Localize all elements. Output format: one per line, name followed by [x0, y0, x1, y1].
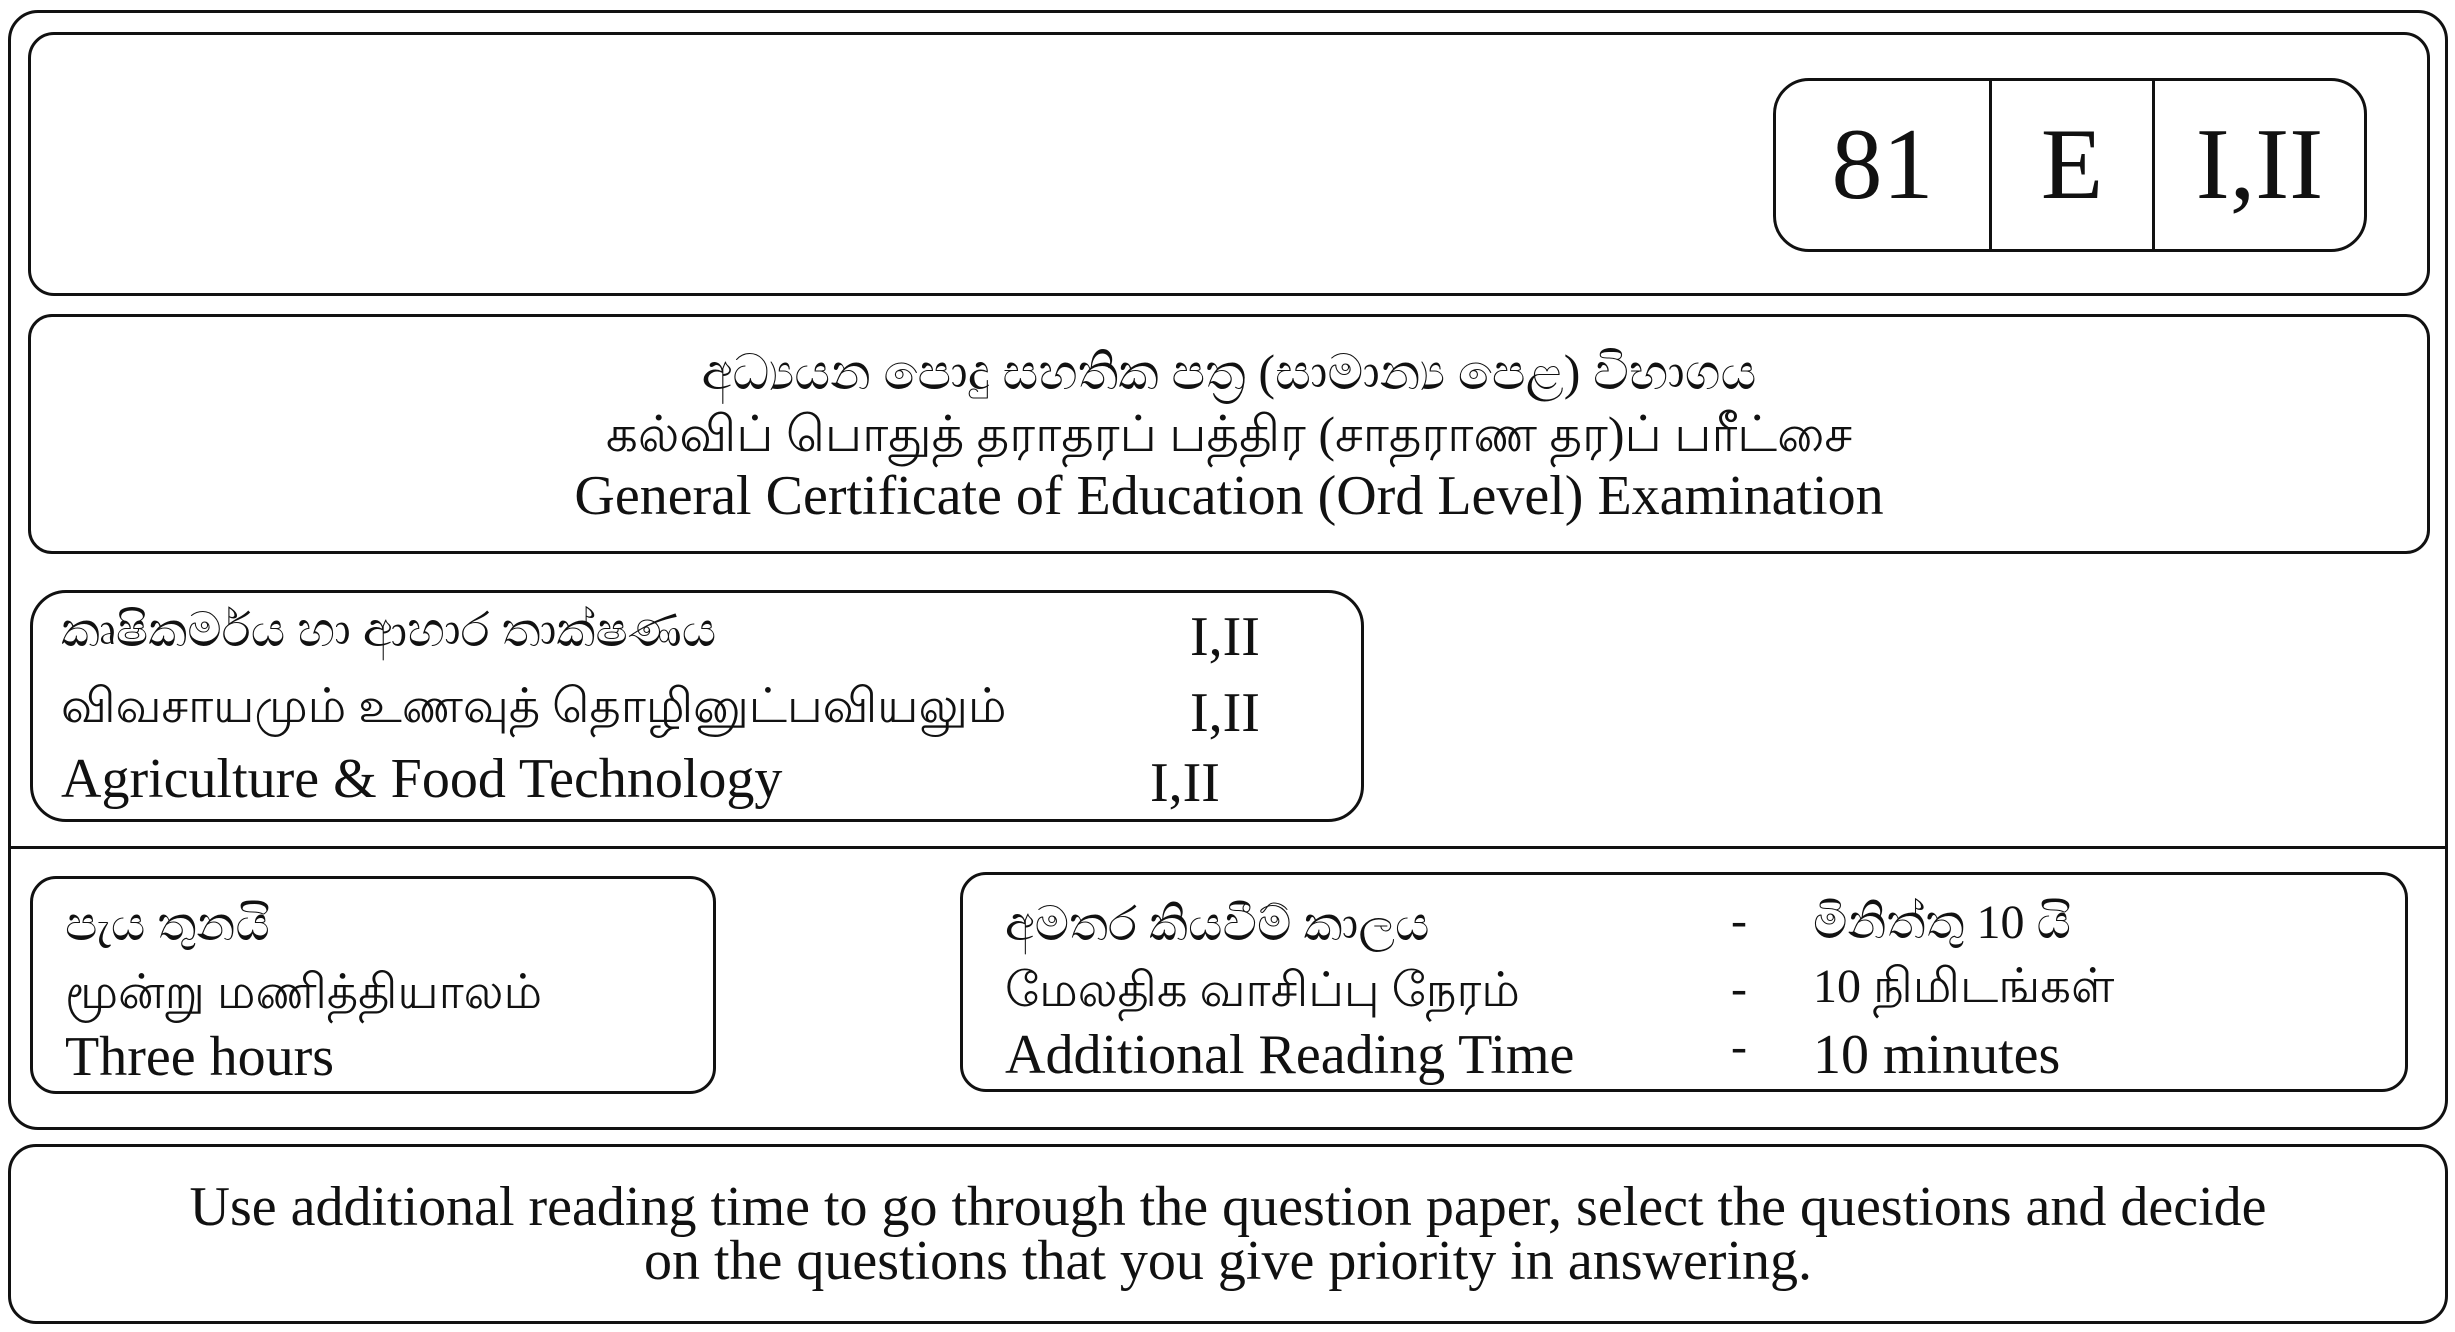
- duration-english: Three hours: [65, 1026, 335, 1088]
- duration-box: [30, 876, 716, 1094]
- reading-separator-2: -: [1731, 962, 1747, 1015]
- paper-medium: E: [1992, 81, 2155, 249]
- subject-sinhala-papers: I,II: [1190, 606, 1260, 668]
- reading-value-english: 10 minutes: [1813, 1024, 2061, 1086]
- reading-value-sinhala: මිනිත්තු 10 යි: [1813, 896, 2071, 949]
- instruction-line-1: Use additional reading time to go through the question paper, select the questions and decide: [189, 1176, 2267, 1238]
- exam-title-box: [28, 314, 2430, 554]
- reading-value-tamil: 10 நிமிடங்கள்: [1813, 960, 2115, 1013]
- subject-sinhala: කෘෂිකර්මය හා ආහාර තාක්ෂණය: [61, 604, 717, 657]
- subject-box: [30, 590, 1364, 822]
- paper-code-box: [1773, 78, 2367, 252]
- exam-title-sinhala: අධ්‍යයන පොදු සහතික පත්‍ර (සාමාන්‍ය පෙළ) විභාගය: [701, 344, 1757, 400]
- paper-parts: I,II: [2195, 108, 2324, 221]
- paper-number: 81: [1776, 81, 1992, 249]
- subject-tamil: விவசாயமும் உணவுத் தொழினுட்பவியலும்: [61, 680, 1007, 733]
- reading-label-sinhala: අමතර කියවීම් කාලය: [1005, 898, 1430, 951]
- reading-time-box: [960, 872, 2408, 1092]
- exam-title-english: General Certificate of Education (Ord Level) Examination: [574, 465, 1884, 527]
- duration-tamil: மூன்று மணித்தியாலம்: [65, 966, 543, 1019]
- instruction-line-2: on the questions that you give priority in answering.: [643, 1230, 1813, 1292]
- reading-label-tamil: மேலதிக வாசிப்பு நேரம்: [1005, 964, 1520, 1017]
- section-divider: [8, 846, 2448, 849]
- reading-separator-3: -: [1731, 1020, 1747, 1073]
- subject-english: Agriculture & Food Technology: [61, 748, 783, 810]
- exam-title-tamil: கல்விப் பொதுத் தராதரப் பத்திர (சாதராண தர)ப் பரீட்சை: [605, 406, 1853, 462]
- subject-english-papers: I,II: [1150, 752, 1220, 814]
- reading-label-english: Additional Reading Time: [1005, 1024, 1575, 1086]
- reading-separator-1: -: [1731, 894, 1747, 947]
- instruction-box: [8, 1144, 2448, 1324]
- subject-tamil-papers: I,II: [1190, 682, 1260, 744]
- duration-sinhala: පැය තුනයි: [65, 898, 270, 951]
